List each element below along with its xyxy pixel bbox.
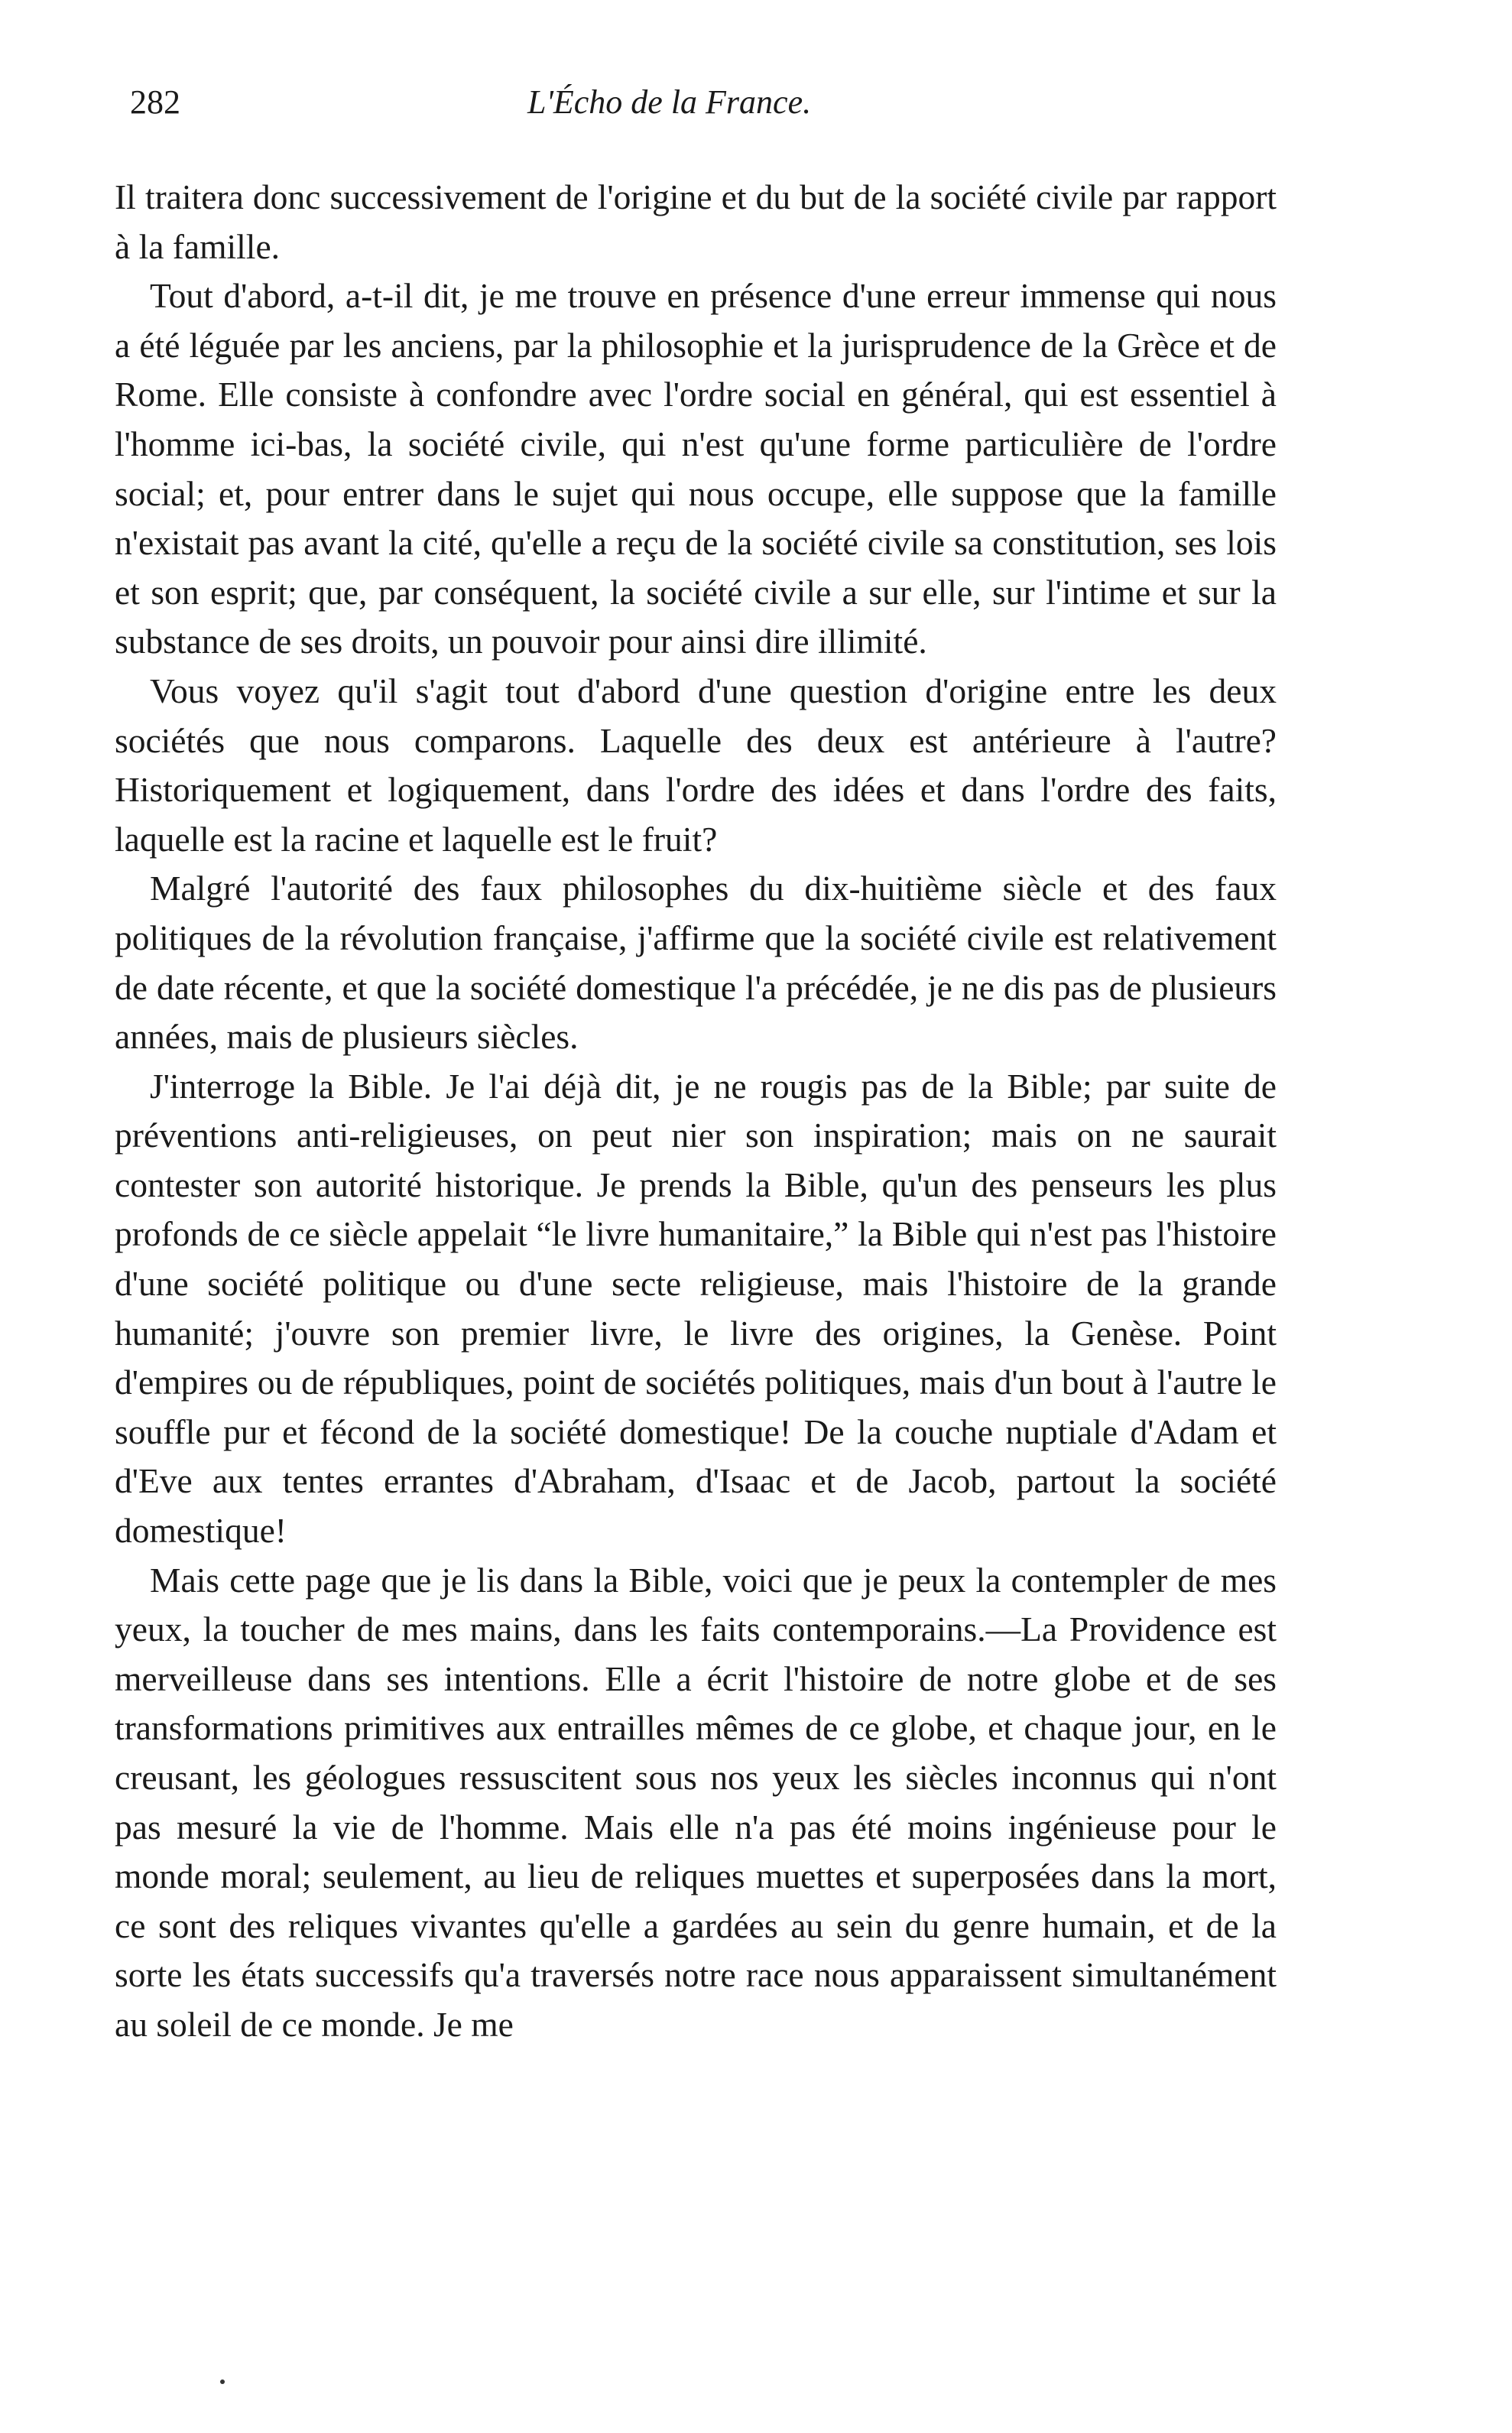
paragraph: Malgré l'autorité des faux philosophes du dix-huitième siècle et des faux politiques de la révolution française, j'affirme que la société civile est relativement de date récente, et que la société domestique l'a précédée, je ne dis pas de plusieurs années, mais de plusieurs siècles. xyxy=(115,869,1277,1057)
paragraph: Tout d'abord, a-t-il dit, je me trouve en présence d'une erreur immense qui nous a été léguée par les anciens, par la philosophie et la jurisprudence de la Grèce et de Rome. Elle consiste à confondre avec l'ordre social en général, qui est essentiel à l'homme ici-bas, la société civile, qui n'est qu'une forme particulière de l'ordre social; et, pour entrer dans le sujet qui nous occupe, elle suppose que la famille n'existait pas avant la cité, qu'elle a reçu de la société civile sa constitution, ses lois et son esprit; que, par conséquent, la société civile a sur elle, sur l'intime et sur la substance de ses droits, un pouvoir pour ainsi dire illimité. xyxy=(115,276,1277,661)
ink-speck xyxy=(220,2379,225,2384)
paragraph: Vous voyez qu'il s'agit tout d'abord d'une question d'origine entre les deux sociétés que nous comparons. Laquelle des deux est antérieure à l'autre? Historiquement et logiquement, dans l'ordre des idées et dans l'ordre des faits, laquelle est la racine et laquelle est le fruit? xyxy=(115,671,1277,859)
page-number: 282 xyxy=(130,83,180,121)
paragraph: Il traitera donc successivement de l'origine et du but de la société civile par rapport à la famille. xyxy=(115,177,1277,266)
paragraph: J'interroge la Bible. Je l'ai déjà dit, je ne rougis pas de la Bible; par suite de préventions anti-religieuses, on peut nier son inspiration; mais on ne saurait contester son autorité historique. Je prends la Bible, qu'un des penseurs les plus profonds de ce siècle appelait “le livre humanitaire,” la Bible qui n'est pas l'histoire d'une société politique ou d'une secte religieuse, mais l'histoire de la grande humanité; j'ouvre son premier livre, le livre des origines, la Genèse. Point d'empires ou de républiques, point de sociétés politiques, mais d'un bout à l'autre le souffle pur et fécond de la société domestique! De la couche nuptiale d'Adam et d'Eve aux tentes errantes d'Abraham, d'Isaac et de Jacob, partout la société domestique! xyxy=(115,1066,1277,1551)
page-header xyxy=(115,83,1277,128)
running-title: L'Écho de la France. xyxy=(527,83,812,121)
body-text xyxy=(115,173,1277,2050)
paragraph: Mais cette page que je lis dans la Bible, voici que je peux la contempler de mes yeux, la toucher de mes mains, dans les faits contemporains.—La Providence est merveilleuse dans ses intentions. Elle a écrit l'histoire de notre globe et de ses transformations primitives aux entrailles mêmes de ce globe, et chaque jour, en le creusant, les géologues ressuscitent sous nos yeux les siècles inconnus qui n'ont pas mesuré la vie de l'homme. Mais elle n'a pas été moins ingénieuse pour le monde moral; seulement, au lieu de reliques muettes et superposées dans la mort, ce sont des reliques vivantes qu'elle a gardées au sein du genre humain, et de la sorte les états successifs qu'a traversés notre race nous apparaissent simultanément au soleil de ce monde. Je me xyxy=(115,1560,1277,2044)
